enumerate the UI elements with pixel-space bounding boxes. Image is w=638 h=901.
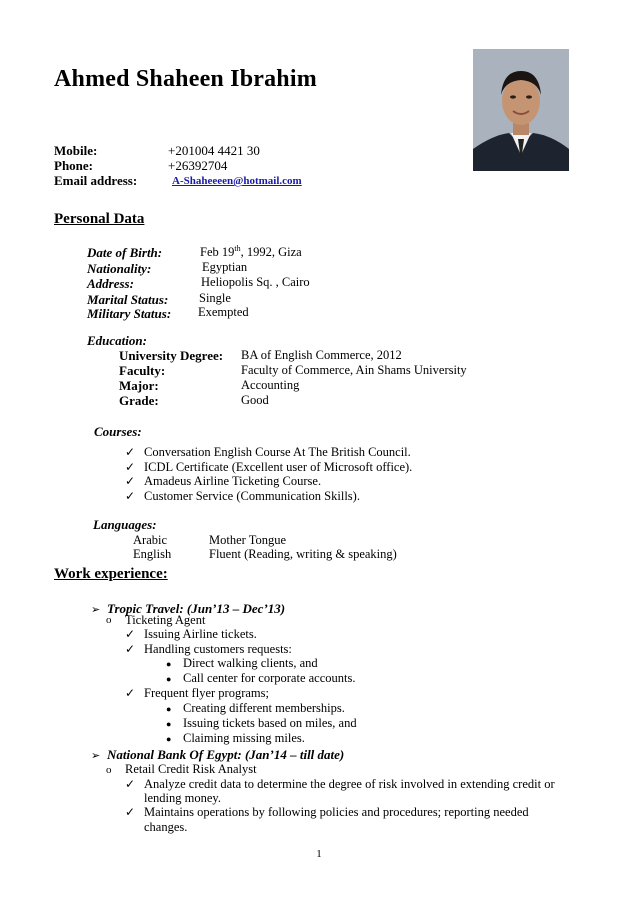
email-link[interactable]: A-Shaheeeen@hotmail.com <box>172 175 302 187</box>
course-item: ICDL Certificate (Excellent user of Microsoft office). <box>144 460 413 474</box>
arrow-bullet-icon: ➢ <box>91 750 101 762</box>
mobile-value: +201004 4421 30 <box>168 143 260 158</box>
nationality-value: Egyptian <box>202 260 248 274</box>
education-heading: Education: <box>87 333 147 348</box>
check-icon: ✓ <box>125 777 136 791</box>
check-icon: ✓ <box>125 445 136 459</box>
dob-value: Feb 19th, 1992, Giza <box>200 244 302 260</box>
courses-heading: Courses: <box>94 424 142 439</box>
job-duty: Maintains operations by following policies and procedures; reporting needed <box>144 805 529 819</box>
job-subduty: Creating different memberships. <box>183 701 345 715</box>
circle-bullet-icon: o <box>106 614 112 626</box>
job-duty: Analyze credit data to determine the degree of risk involved in extending credit or <box>144 777 555 791</box>
job-duty: Handling customers requests: <box>144 642 292 656</box>
language-name: Arabic <box>133 533 168 547</box>
check-icon: ✓ <box>125 805 136 819</box>
course-item: Amadeus Airline Ticketing Course. <box>144 474 322 488</box>
course-item: Customer Service (Communication Skills). <box>144 489 360 503</box>
degree-value: BA of English Commerce, 2012 <box>241 348 402 362</box>
language-level: Fluent (Reading, writing & speaking) <box>209 547 397 561</box>
grade-value: Good <box>241 393 269 407</box>
job-role: Retail Credit Risk Analyst <box>125 762 257 776</box>
arrow-bullet-icon: ➢ <box>91 604 101 616</box>
job-subduty: Direct walking clients, and <box>183 656 318 670</box>
phone-label: Phone: <box>54 158 93 173</box>
major-label: Major: <box>119 378 159 393</box>
faculty-label: Faculty: <box>119 363 166 378</box>
email-label: Email address: <box>54 173 138 188</box>
marital-label: Marital Status: <box>87 292 169 307</box>
phone-value: +26392704 <box>168 158 228 173</box>
grade-label: Grade: <box>119 393 159 408</box>
job-title: National Bank Of Egypt: (Jan’14 – till date) <box>107 747 345 762</box>
work-experience-heading: Work experience: <box>54 566 168 582</box>
job-duty-continued: changes. <box>144 820 188 834</box>
language-name: English <box>133 547 172 561</box>
major-value: Accounting <box>241 378 300 392</box>
check-icon: ✓ <box>125 460 136 474</box>
job-duty-continued: lending money. <box>144 791 221 805</box>
profile-photo <box>473 49 569 171</box>
job-role: Ticketing Agent <box>125 613 206 627</box>
dob-label: Date of Birth: <box>87 245 163 260</box>
disc-bullet-icon: ● <box>166 704 172 714</box>
job-duty: Frequent flyer programs; <box>144 686 269 700</box>
disc-bullet-icon: ● <box>166 674 172 684</box>
disc-bullet-icon: ● <box>166 719 172 729</box>
disc-bullet-icon: ● <box>166 659 172 669</box>
faculty-value: Faculty of Commerce, Ain Shams University <box>241 363 467 377</box>
job-subduty: Issuing tickets based on miles, and <box>183 716 357 730</box>
job-subduty: Call center for corporate accounts. <box>183 671 356 685</box>
resume-name: Ahmed Shaheen Ibrahim <box>54 66 317 92</box>
check-icon: ✓ <box>125 627 136 641</box>
job-title: Tropic Travel: (Jun’13 – Dec’13) <box>107 601 286 616</box>
languages-heading: Languages: <box>93 517 157 532</box>
address-label: Address: <box>87 276 134 291</box>
check-icon: ✓ <box>125 642 136 656</box>
job-subduty: Claiming missing miles. <box>183 731 305 745</box>
marital-value: Single <box>199 291 231 305</box>
check-icon: ✓ <box>125 686 136 700</box>
personal-data-heading: Personal Data <box>54 211 145 227</box>
profile-photo-image <box>473 49 569 171</box>
check-icon: ✓ <box>125 474 136 488</box>
job-duty: Issuing Airline tickets. <box>144 627 257 641</box>
address-value: Heliopolis Sq. , Cairo <box>201 275 310 289</box>
military-label: Military Status: <box>87 306 172 321</box>
disc-bullet-icon: ● <box>166 734 172 744</box>
course-item: Conversation English Course At The British Council. <box>144 445 411 459</box>
check-icon: ✓ <box>125 489 136 503</box>
degree-label: University Degree: <box>119 348 224 363</box>
nationality-label: Nationality: <box>87 261 152 276</box>
military-value: Exempted <box>198 305 249 319</box>
language-level: Mother Tongue <box>209 533 287 547</box>
page-number: 1 <box>316 848 322 860</box>
mobile-label: Mobile: <box>54 143 98 158</box>
circle-bullet-icon: o <box>106 764 112 776</box>
